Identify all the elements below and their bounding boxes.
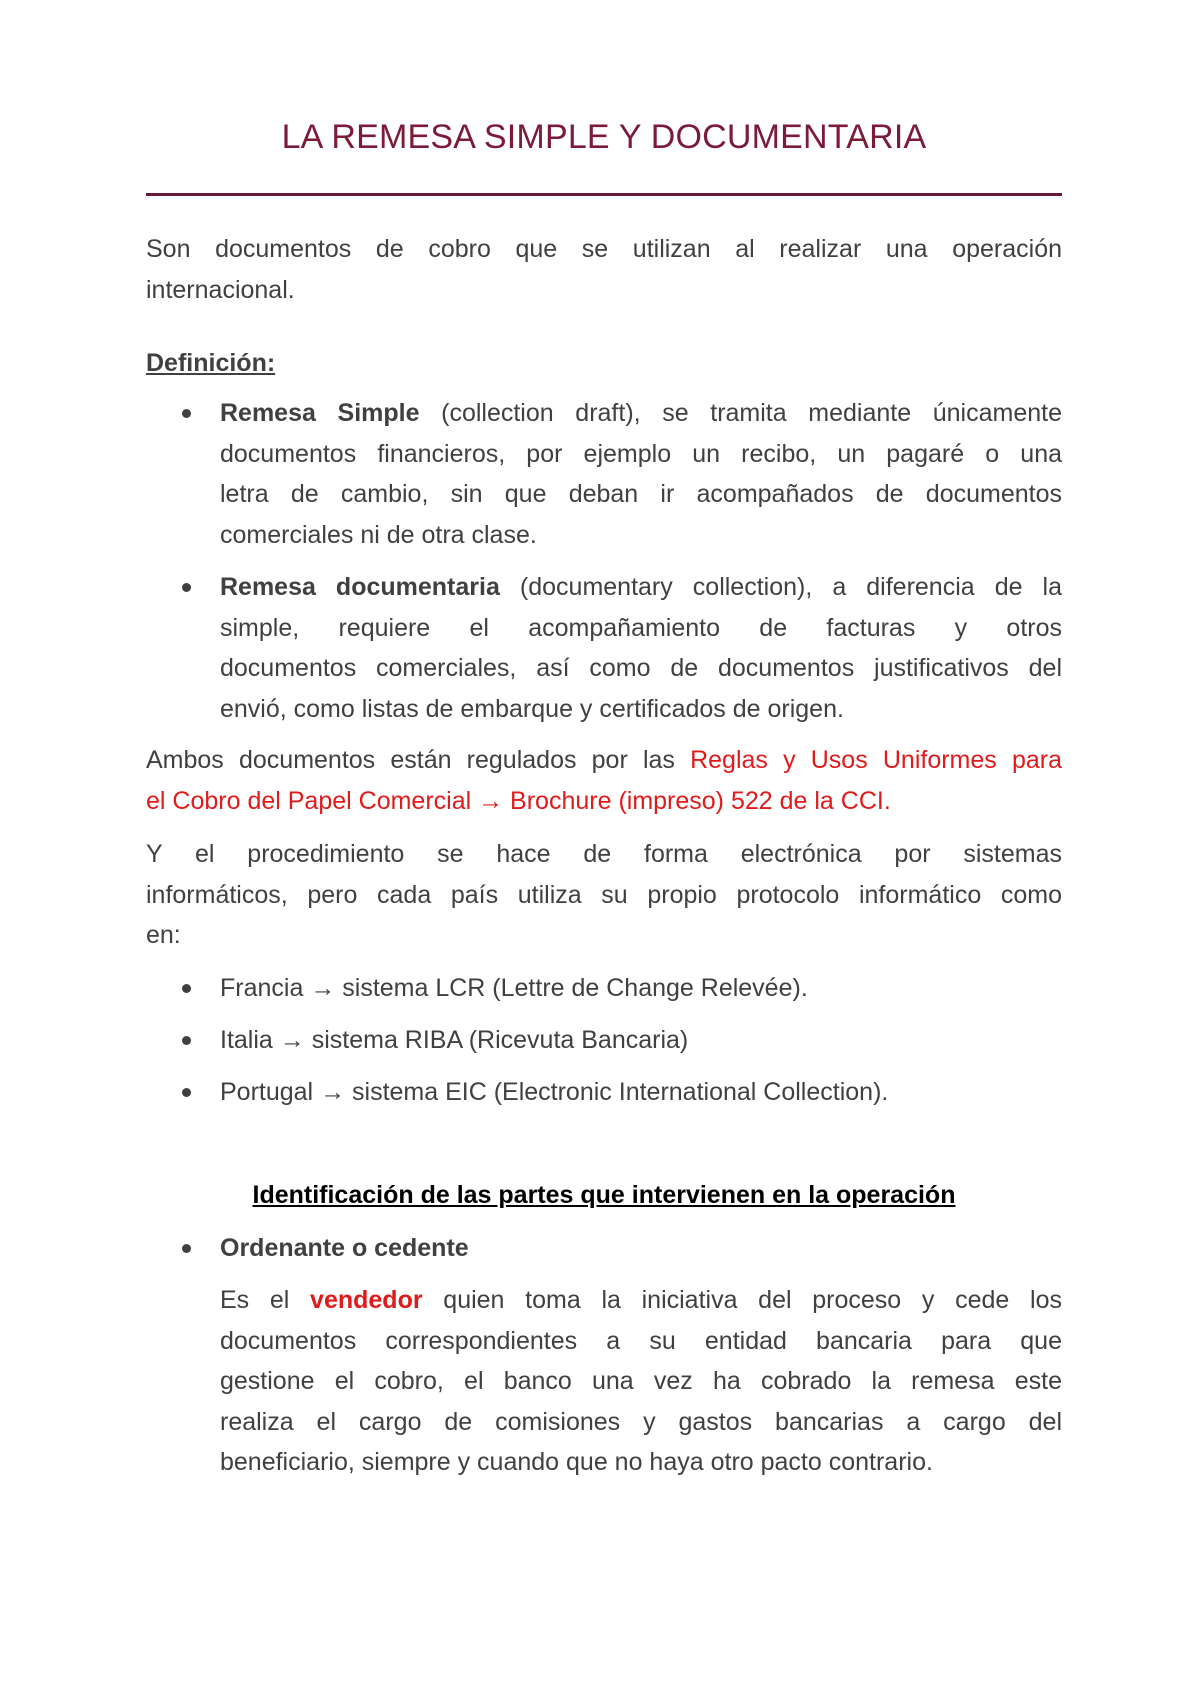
list-item-system-portugal	[220, 1072, 1062, 1113]
ordenante-prefix: Es el	[220, 1286, 311, 1314]
ordenante-line-2: documentos correspondientes a su entidad bancaria para que	[220, 1326, 1062, 1355]
section-heading-parties: Identificación de las partes que intervienen en la operación	[252, 1181, 956, 1209]
procedure-line-2: informáticos, pero cada país utiliza su propio protocolo informático como	[146, 880, 1062, 909]
document-title: LA REMESA SIMPLE Y DOCUMENTARIA	[281, 118, 927, 156]
regulation-prefix: Ambos documentos están regulados por las	[146, 746, 691, 774]
list-item-remesa-documentaria	[220, 567, 1062, 729]
definition-label-text: Definición:	[146, 349, 276, 377]
remesa-documentaria-line-2: simple, requiere el acompañamiento de facturas y otros	[220, 613, 1062, 642]
ordenante-highlight: vendedor	[310, 1286, 423, 1314]
ordenante-paragraph	[220, 1280, 1062, 1483]
list-item-remesa-simple	[220, 393, 1062, 555]
intro-line-1: Son documentos de cobro que se utilizan al realizar una operación	[146, 235, 1062, 263]
ordenante-line-4: realiza el cargo de comisiones y gastos bancarias a cargo del	[220, 1407, 1062, 1436]
list-item-system-france	[220, 968, 1062, 1009]
intro-line-2: internacional.	[146, 275, 295, 304]
ordenante-heading: Ordenante o cedente	[220, 1234, 469, 1262]
procedure-line-3: en:	[146, 921, 181, 949]
remesa-documentaria-term: Remesa documentaria	[220, 573, 500, 601]
ordenante-line-1-rest: quien toma la iniciativa del proceso y cede los	[422, 1286, 1062, 1314]
remesa-simple-line-1-rest: (collection draft), se tramita mediante únicamente	[419, 399, 1062, 427]
system-description: sistema EIC (Electronic International Collection).	[345, 1078, 889, 1106]
remesa-documentaria-line-3: documentos comerciales, así como de documentos justificativos del	[220, 654, 1062, 682]
ordenante-line-1	[220, 1280, 1062, 1321]
bullet-dot	[182, 1020, 192, 1030]
system-description: sistema RIBA (Ricevuta Bancaria)	[304, 1026, 689, 1054]
remesa-documentaria-line-4: envió, como listas de embarque y certificados de origen.	[220, 694, 844, 723]
ordenante-line-3: gestione el cobro, el banco una vez ha cobrado la remesa este	[220, 1367, 1062, 1395]
bullet-dot	[182, 393, 192, 403]
regulation-red-text-1: Reglas y Usos Uniformes para	[690, 746, 1062, 774]
title-divider	[146, 193, 1062, 196]
bullet-dot	[182, 968, 192, 978]
regulation-red-text-3: Brochure (impreso) 522 de la CCI.	[503, 786, 891, 815]
intro-paragraph	[146, 229, 1062, 310]
remesa-simple-line-1	[220, 393, 1062, 434]
regulation-line-2	[146, 781, 1062, 822]
right-arrow-icon: →	[279, 1026, 305, 1054]
right-arrow-icon: →	[310, 974, 336, 1002]
right-arrow-icon: →	[478, 786, 504, 815]
definition-label	[146, 343, 1062, 384]
bullet-dot	[182, 1072, 192, 1082]
list-item-ordenante	[220, 1228, 1062, 1269]
system-description: sistema LCR (Lettre de Change Relevée).	[335, 974, 808, 1002]
remesa-documentaria-line-1	[220, 567, 1062, 608]
system-country: Portugal	[220, 1078, 321, 1106]
bullet-dot	[182, 567, 192, 577]
regulation-line-1	[146, 740, 1062, 781]
ordenante-line-5: beneficiario, siempre y cuando que no haya otro pacto contrario.	[220, 1448, 933, 1476]
regulation-red-text-2: el Cobro del Papel Comercial	[146, 786, 479, 815]
remesa-simple-term: Remesa Simple	[220, 399, 420, 427]
right-arrow-icon: →	[320, 1078, 346, 1106]
regulation-paragraph	[146, 740, 1062, 821]
procedure-paragraph	[146, 834, 1062, 956]
procedure-line-1: Y el procedimiento se hace de forma electrónica por sistemas	[146, 840, 1062, 868]
remesa-documentaria-line-1-rest: (documentary collection), a diferencia de la	[499, 573, 1062, 601]
remesa-simple-line-4: comerciales ni de otra clase.	[220, 520, 537, 549]
remesa-simple-line-2: documentos financieros, por ejemplo un recibo, un pagaré o una	[220, 439, 1062, 468]
remesa-simple-line-3: letra de cambio, sin que deban ir acompañados de documentos	[220, 480, 1062, 508]
list-item-system-italy	[220, 1020, 1062, 1061]
system-country: Francia	[220, 974, 311, 1002]
system-country: Italia	[220, 1026, 280, 1054]
bullet-dot	[182, 1228, 192, 1238]
